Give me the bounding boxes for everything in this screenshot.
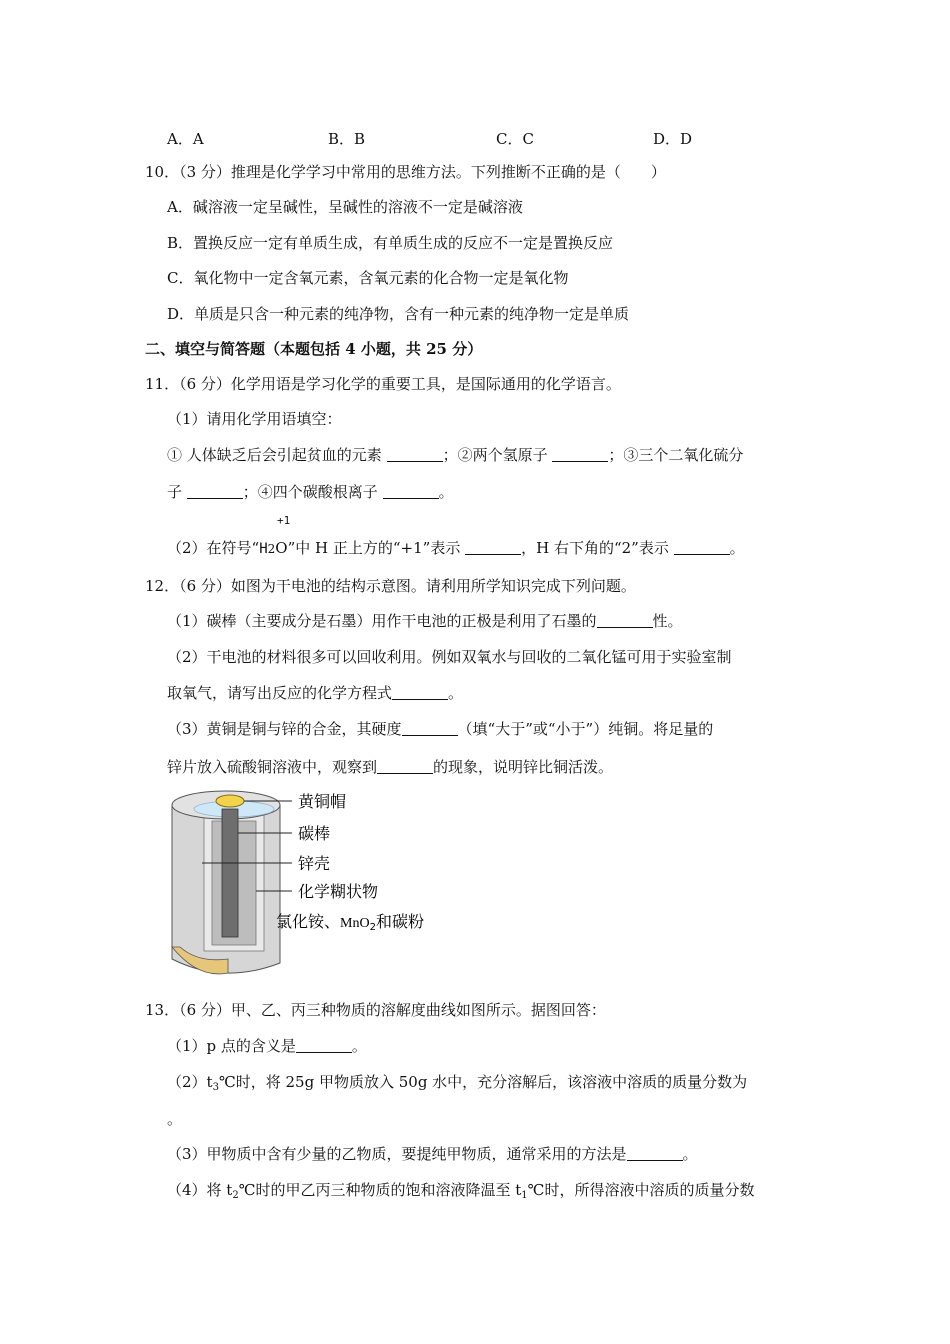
q10-option-d: D．单质是只含一种元素的纯净物，含有一种元素的纯净物一定是单质 bbox=[167, 305, 630, 323]
q12-part2: （2）干电池的材料很多可以回收利用。例如双氧水与回收的二氧化锰可用于实验室制 bbox=[167, 648, 732, 666]
q11-part1: （1）请用化学用语填空： bbox=[167, 410, 342, 428]
q9-option-c: C．C bbox=[496, 130, 534, 148]
q11-blank-so2[interactable] bbox=[187, 484, 243, 499]
q11-p2-text-b: O”中 H 正上方的“+1”表示 bbox=[275, 539, 461, 557]
q9-option-b: B．B bbox=[328, 130, 366, 148]
q13-part2 bbox=[167, 1072, 747, 1098]
q13-p4-text-b: ℃时的甲乙丙三种物质的饱和溶液降温至 t bbox=[238, 1181, 522, 1199]
q12-p4-text-a: 锌片放入硫酸铜溶液中，观察到 bbox=[167, 758, 378, 776]
q13-blank-method[interactable] bbox=[627, 1146, 683, 1161]
q12-blank-observation[interactable] bbox=[377, 759, 433, 774]
q12-part3-cont bbox=[167, 757, 613, 777]
q13-p4-text-c: ℃时，所得溶液中溶质的质量分数 bbox=[527, 1181, 755, 1199]
label-brass-cap: 黄铜帽 bbox=[298, 792, 347, 811]
q12-p1-text-b: 性。 bbox=[652, 612, 683, 630]
q13-part1 bbox=[167, 1036, 367, 1056]
q12-part3 bbox=[167, 719, 713, 739]
q13-p3-text-b: 。 bbox=[682, 1145, 698, 1163]
q12-p4-text-b: 的现象，说明锌比铜活泼。 bbox=[433, 758, 614, 776]
q10-option-c: C．氧化物中一定含氧元素，含氧元素的化合物一定是氧化物 bbox=[167, 269, 569, 287]
q13-p4-text-a: （4）将 t bbox=[167, 1181, 233, 1199]
q11-blank-iron[interactable] bbox=[387, 447, 443, 462]
q11-line2 bbox=[167, 482, 454, 502]
q11-oxidation-state: +1 bbox=[277, 514, 291, 527]
q9-option-a: A．A bbox=[167, 130, 204, 148]
q13-p4-sub1: 2 bbox=[232, 1190, 239, 1201]
q12-blank-graphite[interactable] bbox=[597, 613, 653, 628]
q12-blank-equation[interactable] bbox=[392, 685, 448, 700]
q11-blank-carbonate[interactable] bbox=[383, 484, 439, 499]
q11-blank-hydrogen[interactable] bbox=[552, 447, 608, 462]
label-carbon-rod: 碳棒 bbox=[298, 824, 331, 843]
q10-option-b: B．置换反应一定有单质生成，有单质生成的反应不一定是置换反应 bbox=[167, 234, 614, 252]
label-paste: 化学糊状物 bbox=[298, 882, 379, 901]
q11-l1-text-b: ；②两个氢原子 bbox=[442, 446, 548, 464]
q12-p3-text-b: （填“大于”或“小于”）纯铜。将足量的 bbox=[457, 720, 714, 738]
q9-option-d: D．D bbox=[653, 130, 693, 148]
q11-l2-text-c: 。 bbox=[438, 483, 454, 501]
q11-l1-text-c: ；③三个二氧化硫分 bbox=[608, 446, 744, 464]
battery-diagram bbox=[168, 787, 458, 979]
q11-blank-sub2[interactable] bbox=[674, 540, 730, 555]
q11-stem: 11．（6 分）化学用语是学习化学的重要工具，是国际通用的化学语言。 bbox=[145, 375, 621, 393]
q12-blank-hardness[interactable] bbox=[402, 721, 458, 736]
carbon-rod bbox=[222, 809, 238, 937]
q12-p2-text-b: 取氧气，请写出反应的化学方程式 bbox=[167, 684, 393, 702]
q13-p4-sub2: 1 bbox=[521, 1190, 528, 1201]
q13-p1-text-a: （1）p 点的含义是 bbox=[167, 1037, 296, 1055]
q13-part4 bbox=[167, 1180, 754, 1206]
q11-p2-text-c: ，H 右下角的“2”表示 bbox=[521, 539, 669, 557]
q13-blank-point-p[interactable] bbox=[296, 1038, 352, 1053]
q13-p2-sub: 3 bbox=[212, 1082, 219, 1093]
q11-part2 bbox=[167, 538, 745, 559]
q13-p1-text-b: 。 bbox=[351, 1037, 367, 1055]
q12-p1-text-a: （1）碳棒（主要成分是石墨）用作干电池的正极是利用了石墨的 bbox=[167, 612, 597, 630]
q13-p3-text-a: （3）甲物质中含有少量的乙物质，要提纯甲物质，通常采用的方法是 bbox=[167, 1145, 627, 1163]
q11-symbol-sub: 2 bbox=[267, 542, 276, 556]
q11-p2-text-a: （2）在符号“ bbox=[167, 539, 260, 557]
q11-p2-text-d: 。 bbox=[729, 539, 745, 557]
q13-stem: 13．（6 分）甲、乙、丙三种物质的溶解度曲线如图所示。据图回答： bbox=[145, 1001, 606, 1019]
q11-l2-text-a: 子 bbox=[167, 483, 183, 501]
q11-l2-text-b: ；④四个碳酸根离子 bbox=[242, 483, 378, 501]
q12-part1 bbox=[167, 611, 683, 631]
section-heading: 二、填空与简答题（本题包括 4 小题，共 25 分） bbox=[145, 340, 483, 358]
q12-p2-text-c: 。 bbox=[448, 684, 464, 702]
q12-stem: 12．（6 分）如图为干电池的结构示意图。请利用所学知识完成下列问题。 bbox=[145, 577, 636, 595]
q10-stem: 10．（3 分）推理是化学学习中常用的思维方法。下列推断不正确的是（ ） bbox=[145, 163, 666, 181]
brass-cap bbox=[216, 795, 244, 807]
q10-option-a: A．碱溶液一定呈碱性，呈碱性的溶液不一定是碱溶液 bbox=[167, 198, 523, 216]
q11-line1 bbox=[167, 445, 743, 465]
label-paste-contents: 氯化铵、MnO2和碳粉 bbox=[276, 912, 424, 933]
q13-p2-text-b: ℃时，将 25g 甲物质放入 50g 水中，充分溶解后，该溶液中溶质的质量分数为 bbox=[218, 1073, 748, 1091]
q13-p2-text-a: （2）t bbox=[167, 1073, 213, 1091]
q13-part3 bbox=[167, 1144, 698, 1164]
q12-part2-cont bbox=[167, 683, 463, 703]
q13-part2-cont: 。 bbox=[167, 1110, 183, 1128]
q11-blank-plus1[interactable] bbox=[465, 540, 521, 555]
label-zinc-shell: 锌壳 bbox=[298, 854, 331, 873]
q12-p3-text-a: （3）黄铜是铜与锌的合金，其硬度 bbox=[167, 720, 402, 738]
q11-l1-text-a: ① 人体缺乏后会引起贫血的元素 bbox=[167, 446, 382, 464]
q11-symbol-h: H bbox=[259, 541, 268, 557]
